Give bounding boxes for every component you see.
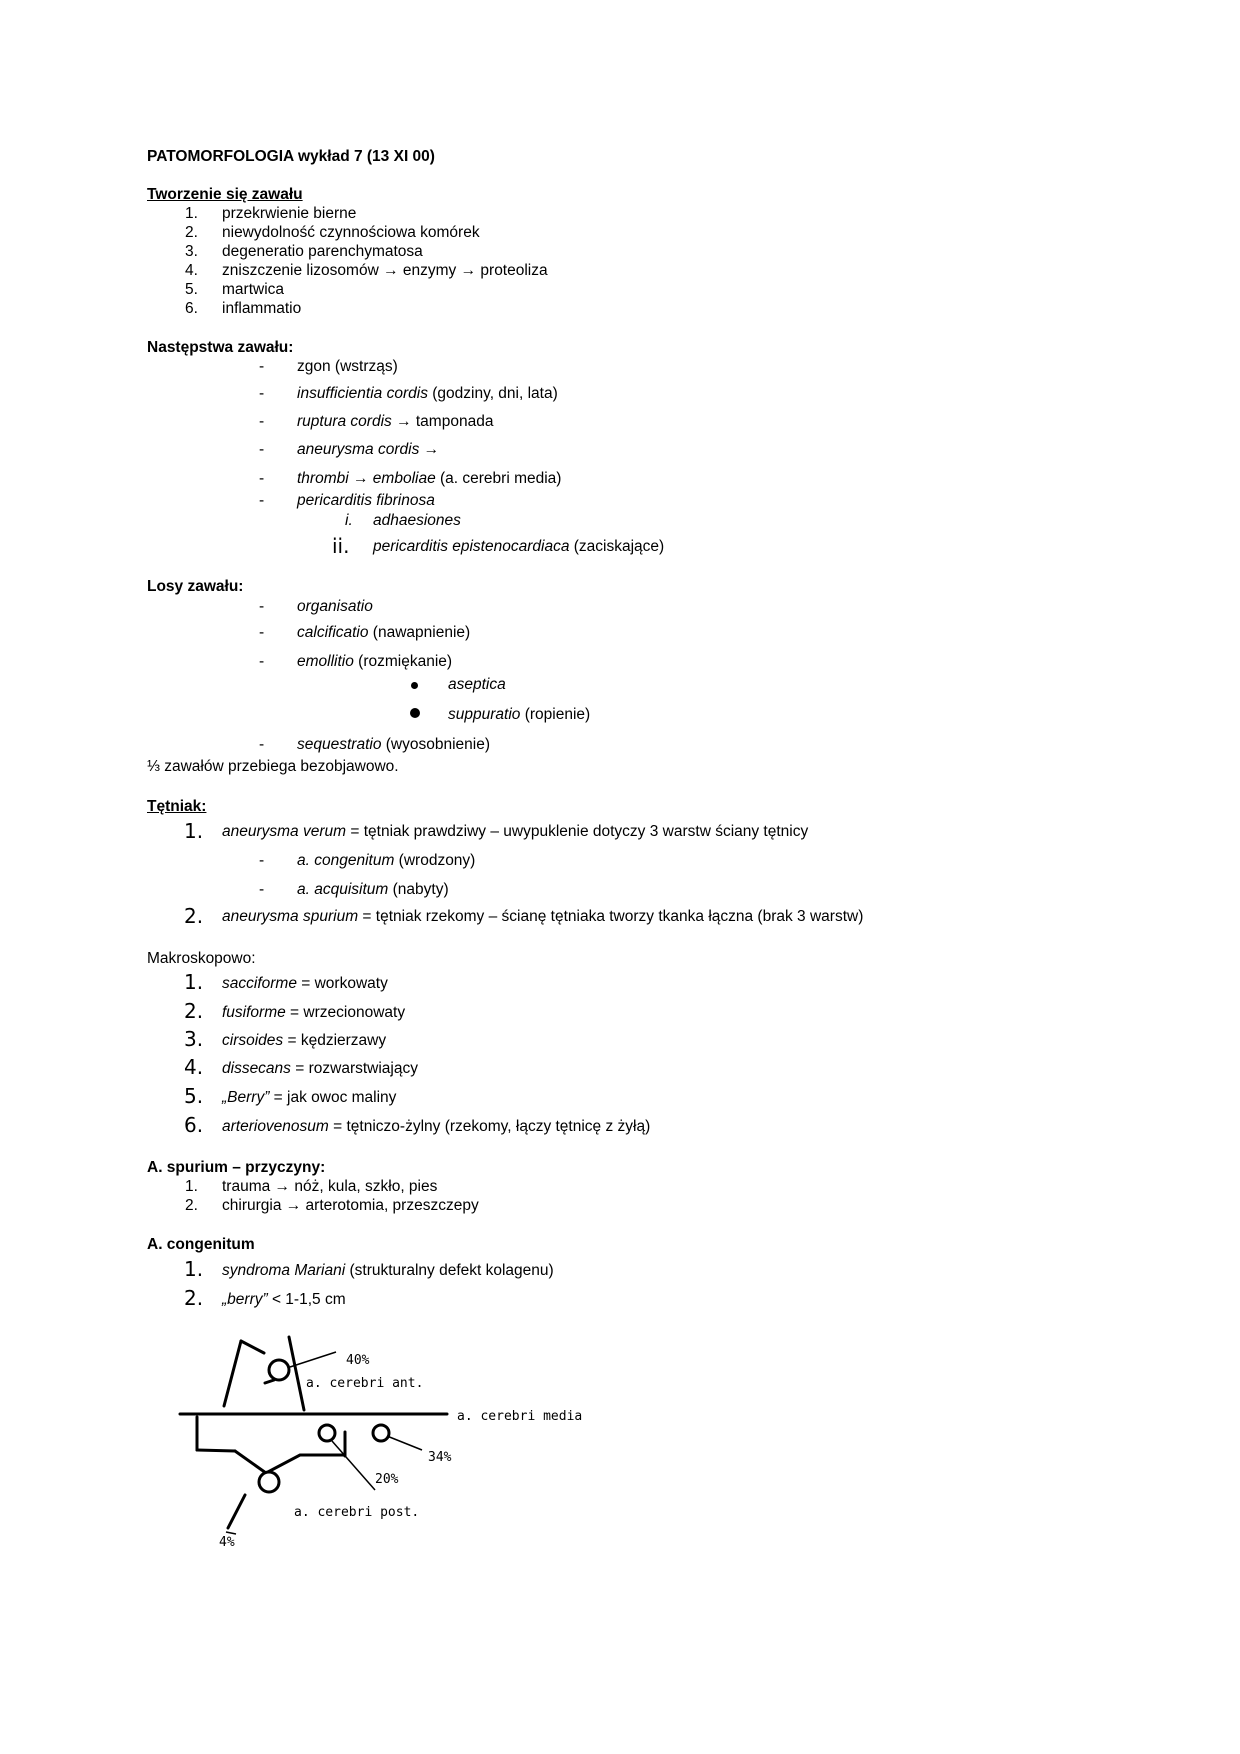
list-item: aneurysma cordis →: [297, 441, 440, 458]
list-item: sacciforme = workowaty: [222, 975, 388, 992]
list-item: „Berry” = jak owoc maliny: [222, 1089, 397, 1106]
list-item: trauma → nóż, kula, szkło, pies: [222, 1178, 438, 1195]
label-pct-40: 40%: [346, 1353, 370, 1368]
label-pct-20: 20%: [375, 1472, 399, 1487]
list-number: 4.: [184, 1055, 204, 1079]
pointer-4: [226, 1532, 236, 1534]
list-number: 2.: [185, 224, 198, 241]
dash-marker: -: [259, 881, 265, 898]
list-item: fusiforme = wrzecionowaty: [222, 1004, 406, 1021]
list-number: 5.: [185, 281, 198, 298]
list-item: niewydolność czynnościowa komórek: [222, 224, 480, 241]
dash-marker: -: [259, 736, 265, 753]
sub-item: pericarditis epistenocardiaca (zaciskające): [373, 538, 665, 555]
list-item: arteriovenosum = tętniczo-żylny (rzekomy, łączy tętnicę z żyłą): [222, 1118, 651, 1135]
list-number: 1.: [184, 1257, 204, 1281]
dash-marker: -: [259, 624, 265, 641]
artery-post-connection: [235, 1451, 345, 1473]
list-item: przekrwienie bierne: [222, 205, 357, 222]
roman-number: ii.: [332, 534, 350, 558]
list-item: cirsoides = kędzierzawy: [222, 1032, 387, 1049]
list-number: 6.: [185, 300, 198, 317]
artery-ant-left: [224, 1341, 241, 1406]
pointer-20: [332, 1441, 375, 1490]
label-pct-4: 4%: [219, 1535, 235, 1550]
page-title: PATOMORFOLOGIA wykład 7 (13 XI 00): [147, 148, 435, 165]
list-number: 1.: [185, 205, 198, 222]
dash-marker: -: [259, 385, 265, 402]
dash-marker: -: [259, 413, 265, 430]
sub-item: adhaesiones: [373, 512, 461, 529]
dash-marker: -: [259, 358, 265, 375]
heading-congenitum: A. congenitum: [147, 1236, 255, 1253]
heading-spurium: A. spurium – przyczyny:: [147, 1159, 326, 1176]
heading-makroskopowo: Makroskopowo:: [147, 950, 256, 967]
sub-item: a. congenitum (wrodzony): [297, 852, 476, 869]
pointer-40: [290, 1352, 336, 1367]
list-item: dissecans = rozwarstwiający: [222, 1060, 418, 1077]
aneurysm-circle-media: [373, 1425, 389, 1441]
list-item: calcificatio (nawapnienie): [297, 624, 471, 641]
label-pct-34: 34%: [428, 1450, 452, 1465]
list-item: syndroma Mariani (strukturalny defekt kolagenu): [222, 1262, 554, 1279]
list-item: thrombi → emboliae (a. cerebri media): [297, 470, 562, 487]
list-item: zgon (wstrząs): [297, 358, 398, 375]
list-item: ruptura cordis → tamponada: [297, 413, 494, 430]
pointer-34: [387, 1436, 422, 1450]
list-number: 1.: [184, 970, 204, 994]
artery-ant-stub: [265, 1380, 274, 1383]
list-item: sequestratio (wyosobnienie): [297, 736, 491, 753]
aneurysm-circle-ant: [269, 1360, 289, 1380]
artery-ant-left-branch: [241, 1341, 264, 1353]
dash-marker: -: [259, 492, 265, 509]
sub-item: aseptica: [448, 676, 506, 693]
artery-left-bottom: [197, 1450, 235, 1451]
aneurysm-circle-pcom: [319, 1425, 335, 1441]
roman-number: i.: [345, 512, 353, 529]
heading-losy: Losy zawału:: [147, 578, 244, 595]
artery-ant-right: [289, 1337, 304, 1410]
note-text: ⅓ zawałów przebiega bezobjawowo.: [147, 758, 399, 775]
heading-tworzenie: Tworzenie się zawału: [147, 186, 303, 203]
dash-marker: -: [259, 653, 265, 670]
list-number: 2.: [184, 904, 204, 928]
list-item: zniszczenie lizosomów → enzymy → proteoliza: [222, 262, 548, 279]
list-item: aneurysma spurium = tętniak rzekomy – ścianę tętniaka tworzy tkanka łączna (brak 3 warstw): [222, 908, 864, 925]
list-number: 3.: [185, 243, 198, 260]
sub-item: a. acquisitum (nabyty): [297, 881, 449, 898]
dash-marker: -: [259, 470, 265, 487]
heading-nastepstwa: Następstwa zawału:: [147, 339, 294, 356]
list-item: degeneratio parenchymatosa: [222, 243, 423, 260]
list-item: insufficientia cordis (godziny, dni, lata): [297, 385, 558, 402]
label-cerebri-post: a. cerebri post.: [294, 1505, 420, 1520]
list-number: 4.: [185, 262, 198, 279]
label-cerebri-media: a. cerebri media: [457, 1409, 583, 1424]
list-number: 6.: [184, 1113, 204, 1137]
list-item: martwica: [222, 281, 285, 298]
list-number: 3.: [184, 1027, 204, 1051]
dash-marker: -: [259, 598, 265, 615]
artery-post-down: [228, 1495, 245, 1528]
list-number: 2.: [184, 1286, 204, 1310]
list-number: 1.: [185, 1178, 198, 1195]
heading-tetniak: Tętniak:: [147, 798, 207, 815]
list-number: 1.: [184, 819, 204, 843]
list-item: chirurgia → arterotomia, przeszczepy: [222, 1197, 479, 1214]
list-item: organisatio: [297, 598, 373, 615]
dash-marker: -: [259, 852, 265, 869]
aneurysm-circle-post: [259, 1472, 279, 1492]
list-number: 2.: [184, 999, 204, 1023]
list-item: aneurysma verum = tętniak prawdziwy – uwypuklenie dotyczy 3 warstw ściany tętnicy: [222, 823, 809, 840]
label-cerebri-ant: a. cerebri ant.: [306, 1376, 424, 1391]
list-item: pericarditis fibrinosa: [297, 492, 435, 509]
list-item: inflammatio: [222, 300, 302, 317]
list-number: 2.: [185, 1197, 198, 1214]
list-item: emollitio (rozmiękanie): [297, 653, 453, 670]
sub-item: suppuratio (ropienie): [448, 706, 591, 723]
dash-marker: -: [259, 441, 265, 458]
list-number: 5.: [184, 1084, 204, 1108]
list-item: „berry” < 1-1,5 cm: [222, 1291, 346, 1308]
